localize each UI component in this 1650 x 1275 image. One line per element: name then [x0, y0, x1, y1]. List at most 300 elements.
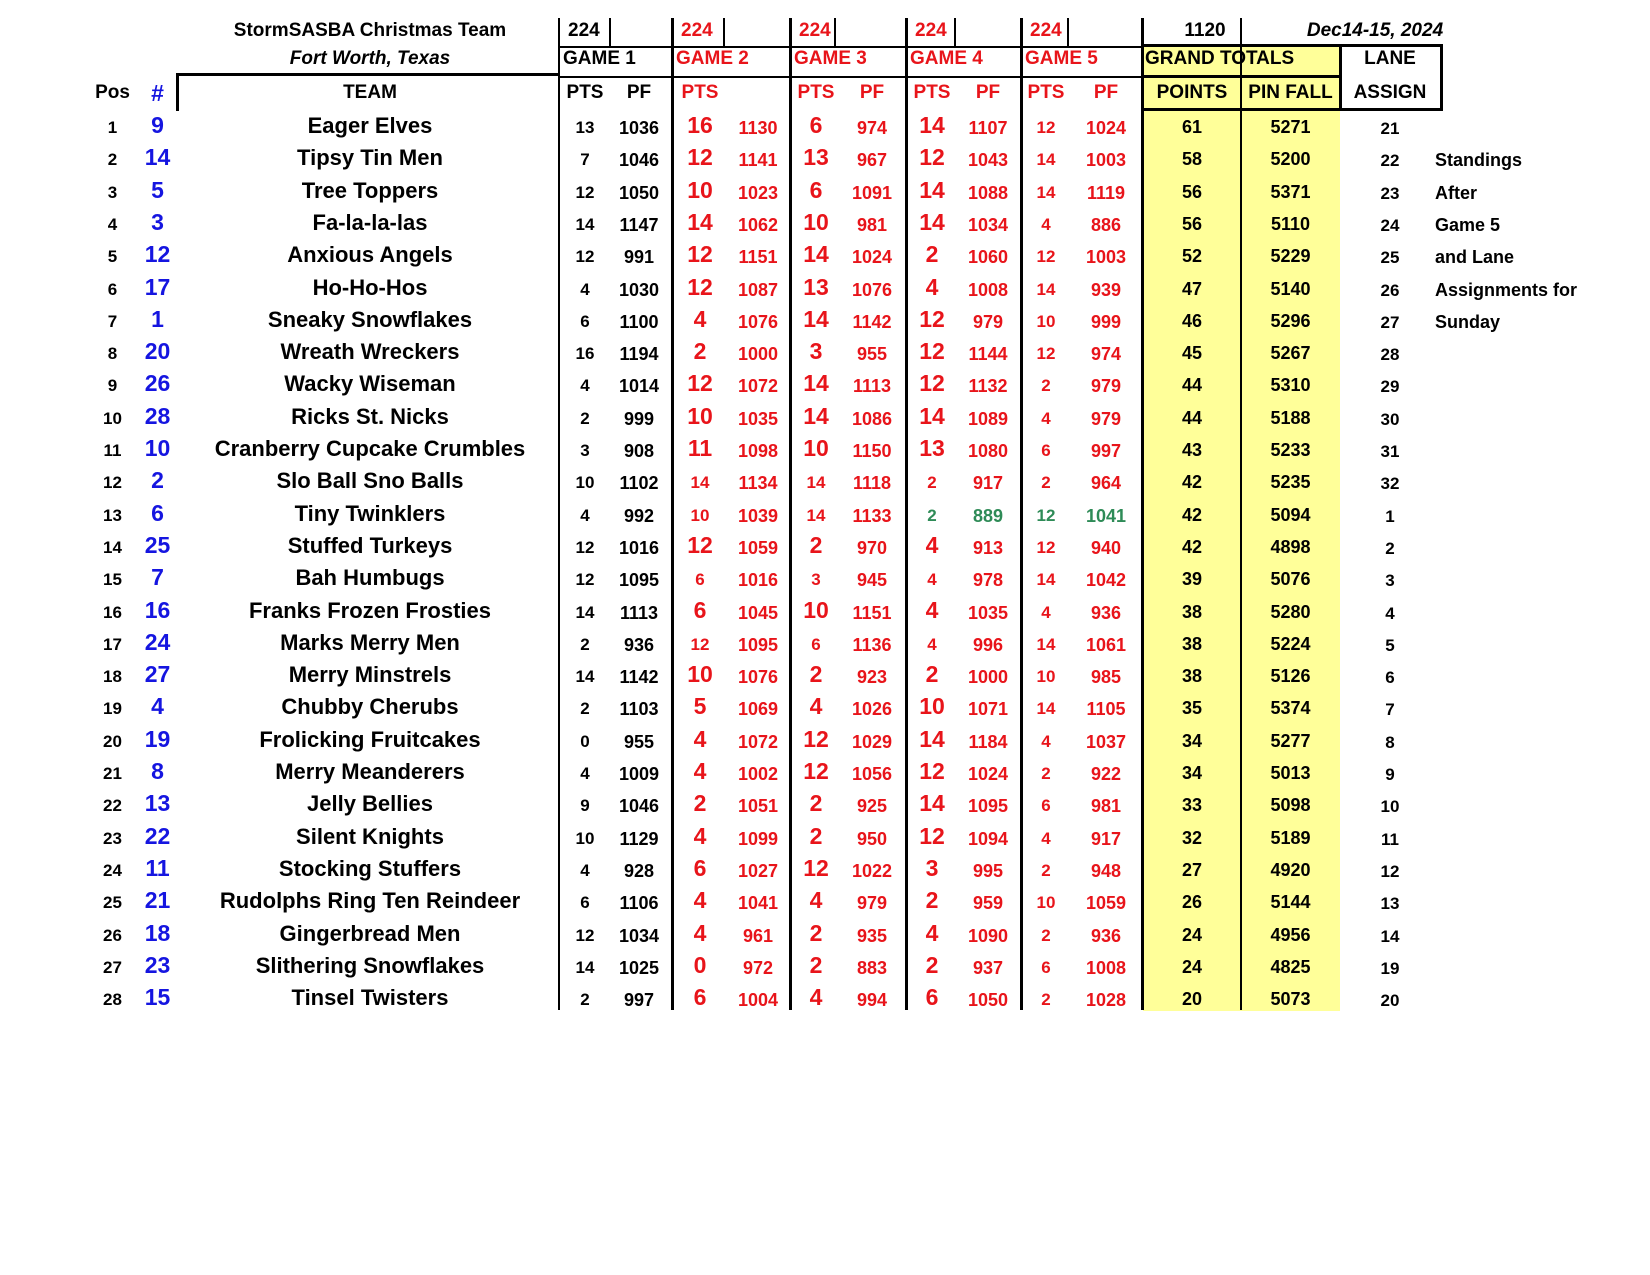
row-lane: 22	[1380, 151, 1400, 171]
row-team-name: Ho-Ho-Hos	[312, 274, 428, 300]
row-game-pf: 985	[1090, 667, 1122, 688]
row-total-points: 56	[1181, 181, 1203, 202]
row-pos: 28	[103, 990, 122, 1010]
row-game-pts: 4	[580, 279, 590, 299]
row-game-pts: 4	[580, 505, 590, 525]
row-team-name: Tipsy Tin Men	[297, 145, 443, 171]
row-game-pts: 14	[919, 790, 945, 817]
row-total-points: 34	[1181, 730, 1203, 751]
row-team-number: 21	[144, 887, 171, 914]
row-team-name: Anxious Angels	[287, 242, 453, 268]
row-game-pf: 1132	[968, 376, 1008, 397]
row-game-pf: 967	[856, 150, 888, 171]
row-game-pts: 2	[1041, 473, 1051, 493]
row-total-pinfall: 5280	[1270, 601, 1311, 622]
side-note-line: and Lane	[1435, 247, 1515, 268]
row-total-points: 24	[1181, 956, 1203, 977]
row-game-pts: 6	[1041, 796, 1051, 816]
row-game-pf: 1072	[737, 376, 779, 397]
row-game-pts: 3	[580, 441, 590, 460]
row-team-number: 24	[144, 628, 171, 655]
row-game-pts: 12	[919, 144, 945, 171]
row-game-pf: 1046	[618, 150, 660, 171]
row-game-pf: 1050	[967, 990, 1009, 1011]
row-game-pts: 16	[575, 344, 595, 364]
row-game-pf: 1042	[1085, 570, 1127, 591]
row-total-points: 38	[1181, 666, 1203, 687]
side-note-line: Game 5	[1435, 214, 1501, 235]
row-game-pts: 4	[925, 919, 939, 946]
row-team-name: Wreath Wreckers	[280, 339, 460, 365]
row-game-pts: 4	[693, 758, 707, 784]
game-header: GAME 1	[563, 48, 636, 69]
row-pos: 10	[103, 408, 122, 428]
row-total-pinfall: 4920	[1270, 859, 1311, 880]
row-game-pf: 1113	[619, 602, 659, 623]
row-total-pinfall: 5110	[1270, 213, 1311, 234]
row-game-pf: 955	[623, 731, 655, 752]
row-game-pf: 1113	[852, 376, 892, 397]
game-max-score: 224	[681, 20, 713, 41]
row-game-pts: 2	[1041, 376, 1051, 396]
row-game-pf: 1107	[968, 118, 1008, 138]
row-game-pts: 10	[1036, 893, 1056, 913]
row-game-pf: 1027	[737, 860, 779, 881]
row-game-pf: 1151	[852, 602, 892, 623]
row-game-pf: 1003	[1085, 247, 1127, 268]
rule-line	[560, 76, 1143, 78]
row-total-pinfall: 5073	[1270, 989, 1311, 1010]
row-total-points: 38	[1181, 601, 1203, 622]
row-total-points: 24	[1181, 924, 1203, 945]
row-game-pf: 1194	[619, 344, 659, 365]
row-game-pf: 1105	[1086, 699, 1126, 720]
row-game-pts: 6	[693, 854, 707, 881]
rule-line	[723, 18, 725, 46]
row-lane: 11	[1381, 829, 1399, 849]
row-lane: 9	[1385, 765, 1395, 784]
row-game-pts: 12	[803, 725, 829, 752]
col-points-header: POINTS	[1156, 82, 1228, 103]
row-game-pf: 994	[856, 990, 888, 1011]
pts-header: PTS	[681, 82, 719, 103]
row-game-pts: 13	[803, 144, 829, 171]
row-game-pf: 996	[972, 634, 1004, 655]
row-game-pf: 1024	[967, 764, 1009, 784]
row-game-pf: 1000	[967, 667, 1009, 688]
row-game-pf: 883	[856, 957, 888, 978]
row-game-pf: 997	[623, 990, 655, 1011]
row-team-number: 9	[151, 112, 164, 138]
row-game-pf: 1024	[1085, 118, 1127, 138]
row-game-pf: 935	[856, 925, 888, 946]
rule-line	[178, 73, 560, 76]
row-lane: 5	[1385, 635, 1395, 655]
row-game-pts: 2	[580, 990, 590, 1010]
row-game-pts: 4	[925, 531, 939, 558]
row-game-pf: 1095	[618, 570, 660, 591]
row-game-pts: 12	[575, 247, 595, 267]
pf-header: PF	[1093, 82, 1119, 103]
row-game-pts: 14	[687, 208, 713, 235]
row-team-number: 22	[144, 822, 171, 849]
row-game-pts: 2	[809, 919, 823, 946]
row-team-name: Jelly Bellies	[307, 791, 433, 817]
row-team-number: 26	[144, 370, 171, 397]
row-total-pinfall: 5140	[1270, 278, 1311, 299]
row-game-pf: 1050	[618, 182, 660, 203]
row-team-name: Bah Humbugs	[295, 565, 445, 591]
row-game-pf: 1002	[737, 764, 779, 784]
row-game-pts: 2	[927, 473, 937, 493]
row-game-pts: 12	[1036, 247, 1056, 267]
row-game-pf: 1045	[737, 602, 779, 623]
row-total-points: 56	[1181, 213, 1203, 234]
row-total-points: 38	[1181, 633, 1203, 654]
row-pos: 14	[103, 537, 122, 557]
row-game-pts: 2	[693, 338, 707, 365]
row-lane: 26	[1380, 280, 1400, 300]
rule-line	[1067, 18, 1069, 46]
row-game-pts: 14	[919, 725, 945, 752]
row-game-pts: 4	[1041, 731, 1051, 751]
row-game-pts: 4	[693, 822, 707, 849]
row-game-pf: 964	[1090, 473, 1122, 494]
row-total-points: 27	[1181, 859, 1203, 880]
row-game-pts: 10	[687, 176, 713, 203]
row-game-pts: 12	[575, 537, 595, 557]
row-game-pf: 950	[856, 828, 888, 849]
row-total-pinfall: 4898	[1270, 536, 1311, 557]
row-game-pts: 6	[809, 176, 823, 203]
row-lane: 12	[1380, 861, 1400, 881]
row-team-name: Sneaky Snowflakes	[267, 306, 473, 332]
game-max-score: 224	[568, 20, 600, 41]
row-team-name: Tiny Twinklers	[294, 500, 446, 526]
row-game-pf: 1089	[967, 408, 1009, 429]
row-game-pts: 4	[693, 919, 707, 946]
row-team-number: 18	[144, 919, 171, 946]
row-lane: 21	[1380, 119, 1400, 138]
row-lane: 2	[1385, 538, 1395, 558]
row-game-pf: 1026	[851, 699, 893, 720]
side-note-line: After	[1435, 182, 1478, 203]
row-game-pts: 16	[687, 112, 713, 138]
row-game-pts: 14	[1036, 182, 1056, 202]
row-game-pts: 10	[1036, 667, 1056, 687]
row-team-number: 28	[144, 402, 171, 429]
row-game-pts: 2	[925, 951, 939, 978]
row-game-pf: 889	[972, 505, 1004, 526]
row-game-pts: 12	[919, 338, 945, 365]
row-pos: 24	[103, 860, 122, 880]
grand-totals-label: GRAND TOTALS	[1145, 48, 1295, 69]
row-game-pts: 4	[1041, 214, 1051, 234]
row-game-pf: 1014	[618, 376, 660, 397]
col-pinfall-header: PIN FALL	[1248, 82, 1333, 103]
row-game-pts: 9	[580, 796, 590, 816]
row-game-pf: 999	[1090, 311, 1122, 332]
row-total-pinfall: 5271	[1270, 117, 1311, 137]
row-pos: 16	[103, 602, 122, 622]
row-game-pf: 1118	[852, 473, 892, 494]
col-lane-header: ASSIGN	[1353, 82, 1427, 103]
row-game-pts: 13	[919, 435, 945, 461]
row-game-pf: 1016	[737, 570, 779, 591]
row-game-pf: 1059	[1085, 893, 1127, 914]
row-game-pts: 12	[687, 241, 713, 268]
row-game-pts: 14	[803, 305, 829, 332]
row-game-pf: 939	[1090, 279, 1122, 300]
row-game-pf: 1184	[968, 731, 1008, 752]
row-lane: 1	[1385, 506, 1395, 526]
row-team-number: 11	[145, 854, 170, 881]
row-team-number: 16	[144, 596, 171, 623]
row-game-pts: 4	[927, 634, 937, 654]
row-game-pts: 14	[1036, 634, 1056, 654]
row-total-points: 32	[1181, 827, 1203, 848]
row-game-pf: 1023	[737, 182, 779, 203]
row-team-name: Tree Toppers	[301, 177, 439, 203]
row-total-points: 52	[1181, 246, 1203, 267]
row-pos: 9	[107, 376, 118, 396]
row-game-pf: 1060	[967, 247, 1009, 268]
row-team-name: Gingerbread Men	[279, 920, 461, 946]
row-game-pts: 14	[803, 370, 829, 397]
row-pos: 1	[107, 118, 118, 137]
game-header: GAME 4	[910, 48, 983, 69]
row-lane: 4	[1385, 603, 1395, 623]
col-pos-header: Pos	[95, 82, 130, 103]
row-game-pts: 10	[575, 828, 595, 848]
row-game-pts: 4	[580, 376, 590, 396]
rule-line	[954, 18, 956, 46]
rule-line	[609, 18, 611, 46]
row-game-pf: 886	[1090, 214, 1122, 235]
row-game-pf: 1034	[967, 214, 1009, 235]
row-game-pf: 1091	[851, 182, 893, 203]
row-total-pinfall: 5371	[1270, 181, 1311, 202]
row-team-name: Merry Meanderers	[275, 759, 465, 784]
row-total-pinfall: 5374	[1270, 698, 1311, 719]
row-lane: 13	[1380, 894, 1400, 914]
row-game-pts: 10	[803, 596, 829, 623]
row-game-pf: 981	[856, 214, 888, 235]
row-total-points: 61	[1181, 117, 1203, 137]
rule-line	[834, 18, 836, 46]
row-game-pf: 1150	[852, 441, 892, 461]
row-game-pf: 955	[856, 344, 888, 365]
row-game-pts: 6	[809, 112, 823, 138]
row-game-pts: 12	[1036, 344, 1056, 364]
row-game-pts: 12	[919, 822, 945, 849]
row-pos: 21	[103, 764, 122, 783]
row-game-pf: 1095	[967, 796, 1009, 817]
row-total-pinfall: 5267	[1270, 343, 1311, 364]
row-team-number: 2	[151, 467, 164, 494]
col-num-header: #	[151, 80, 164, 106]
row-lane: 19	[1380, 958, 1400, 978]
row-game-pf: 974	[1090, 344, 1122, 365]
row-game-pf: 1098	[737, 441, 779, 461]
row-game-pts: 4	[580, 860, 590, 880]
game-max-score: 224	[915, 20, 947, 41]
row-game-pts: 2	[580, 634, 590, 654]
row-game-pts: 4	[1041, 828, 1051, 848]
row-pos: 18	[103, 667, 122, 687]
row-game-pts: 2	[809, 951, 823, 978]
row-pos: 15	[103, 570, 122, 590]
row-game-pts: 10	[687, 402, 713, 429]
row-total-pinfall: 5310	[1270, 375, 1311, 396]
row-total-pinfall: 5144	[1270, 892, 1311, 913]
row-lane: 3	[1385, 571, 1395, 591]
row-game-pts: 0	[580, 731, 590, 751]
row-team-number: 25	[144, 531, 171, 558]
row-total-points: 42	[1181, 472, 1203, 493]
row-game-pts: 14	[803, 402, 829, 429]
grand-max: 1120	[1184, 20, 1226, 41]
row-team-name: Stuffed Turkeys	[287, 532, 453, 558]
row-pos: 20	[103, 731, 122, 751]
row-game-pf: 961	[742, 925, 774, 946]
row-team-number: 14	[144, 144, 171, 171]
row-total-pinfall: 5094	[1270, 504, 1311, 525]
row-game-pf: 1094	[967, 828, 1009, 849]
row-lane: 30	[1380, 409, 1400, 429]
row-game-pf: 1144	[968, 344, 1008, 365]
row-game-pts: 14	[806, 505, 826, 525]
row-game-pts: 14	[575, 214, 595, 234]
row-game-pts: 14	[803, 241, 829, 268]
pts-header: PTS	[797, 82, 835, 103]
row-game-pf: 945	[856, 570, 888, 591]
row-game-pf: 917	[972, 473, 1004, 494]
row-team-name: Silent Knights	[296, 823, 444, 849]
row-team-number: 1	[151, 305, 164, 332]
row-game-pf: 1087	[737, 279, 779, 300]
row-team-number: 23	[144, 951, 171, 978]
row-team-number: 4	[151, 693, 164, 720]
row-game-pts: 14	[1036, 699, 1056, 719]
pts-header: PTS	[1027, 82, 1065, 103]
row-game-pf: 1059	[737, 537, 779, 558]
row-total-points: 33	[1181, 795, 1203, 816]
row-game-pf: 1046	[618, 796, 660, 817]
row-game-pf: 1051	[737, 796, 779, 817]
row-team-name: Slo Ball Sno Balls	[276, 468, 464, 494]
row-team-name: Eager Elves	[307, 113, 433, 138]
row-total-points: 42	[1181, 504, 1203, 525]
row-game-pts: 6	[580, 893, 590, 913]
row-pos: 27	[103, 957, 122, 977]
row-total-points: 43	[1181, 440, 1203, 460]
row-team-number: 12	[144, 241, 171, 268]
row-game-pts: 2	[1041, 990, 1051, 1010]
row-game-pts: 12	[1036, 505, 1056, 525]
row-game-pf: 1000	[737, 344, 779, 365]
row-game-pf: 1095	[737, 634, 779, 655]
side-note-line: Standings	[1435, 150, 1523, 171]
row-total-points: 26	[1181, 892, 1203, 913]
row-game-pf: 1129	[619, 828, 659, 849]
row-game-pts: 5	[693, 693, 707, 720]
row-game-pf: 1025	[618, 957, 660, 978]
row-game-pf: 991	[623, 247, 655, 268]
row-game-pf: 1080	[967, 441, 1009, 461]
row-total-points: 44	[1181, 375, 1203, 396]
row-team-number: 20	[144, 338, 171, 365]
row-team-number: 3	[151, 208, 164, 235]
row-game-pts: 2	[580, 699, 590, 719]
row-game-pf: 999	[623, 408, 655, 429]
row-game-pf: 1102	[619, 473, 659, 494]
row-total-pinfall: 4825	[1270, 956, 1311, 977]
row-game-pf: 1003	[1085, 150, 1127, 171]
row-total-points: 44	[1181, 407, 1203, 428]
row-game-pts: 4	[580, 764, 590, 783]
row-game-pts: 2	[925, 241, 939, 268]
row-team-name: Marks Merry Men	[280, 629, 460, 655]
row-game-pf: 1076	[737, 667, 779, 688]
row-game-pf: 936	[1090, 925, 1122, 946]
row-pos: 8	[107, 344, 118, 364]
row-game-pts: 4	[1041, 602, 1051, 622]
row-total-pinfall: 5098	[1270, 795, 1311, 816]
row-lane: 25	[1380, 248, 1400, 268]
row-game-pts: 3	[925, 854, 939, 881]
row-lane: 10	[1380, 797, 1400, 817]
row-team-number: 8	[151, 758, 164, 784]
row-total-pinfall: 5013	[1270, 763, 1311, 783]
row-game-pts: 14	[1036, 570, 1056, 590]
row-game-pf: 1061	[1085, 634, 1127, 655]
row-game-pts: 14	[575, 602, 595, 622]
row-game-pf: 940	[1090, 537, 1122, 558]
event-title: StormSASBA Christmas Team	[233, 20, 507, 41]
row-game-pf: 1119	[1086, 182, 1126, 203]
row-game-pf: 1030	[618, 279, 660, 300]
row-game-pts: 2	[1041, 925, 1051, 945]
row-game-pts: 6	[925, 984, 939, 1011]
row-total-points: 42	[1181, 536, 1203, 557]
row-game-pf: 979	[856, 893, 888, 914]
row-game-pts: 14	[919, 176, 945, 203]
row-game-pts: 2	[1041, 764, 1051, 783]
row-game-pf: 1037	[1085, 731, 1127, 752]
row-game-pts: 14	[1036, 279, 1056, 299]
row-game-pts: 14	[690, 473, 710, 493]
row-game-pts: 10	[1036, 311, 1056, 331]
row-game-pts: 14	[919, 402, 945, 429]
row-game-pts: 4	[925, 596, 939, 623]
row-pos: 7	[107, 311, 118, 331]
row-team-number: 19	[144, 725, 171, 752]
row-game-pf: 925	[856, 796, 888, 817]
row-game-pf: 1136	[852, 634, 892, 655]
row-team-name: Franks Frozen Frosties	[248, 597, 492, 623]
row-game-pts: 10	[687, 661, 713, 688]
row-game-pf: 913	[972, 537, 1004, 558]
row-game-pts: 2	[809, 790, 823, 817]
row-pos: 17	[103, 634, 122, 654]
row-pos: 19	[103, 699, 122, 719]
row-total-points: 47	[1181, 278, 1203, 299]
row-game-pf: 997	[1090, 441, 1122, 461]
row-game-pts: 14	[806, 473, 826, 493]
row-game-pts: 10	[575, 473, 595, 493]
row-game-pts: 6	[811, 634, 821, 654]
